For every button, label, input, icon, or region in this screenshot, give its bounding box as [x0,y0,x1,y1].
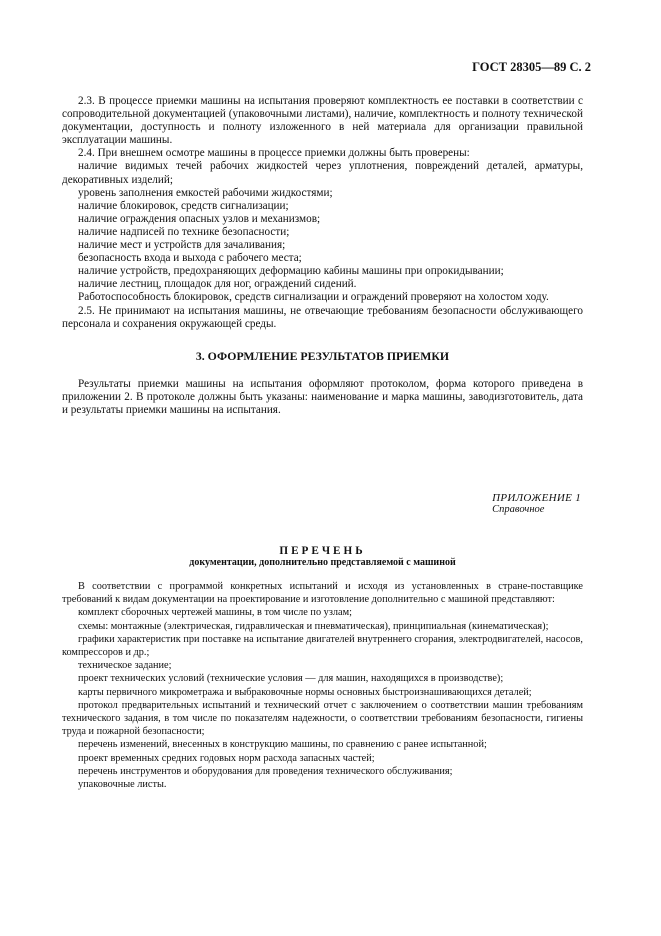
paragraph: наличие блокировок, средств сигнализации; [78,199,289,212]
section-2-body [62,95,583,331]
paragraph: перечень изменений, внесенных в конструкцию машины, по сравнению с ранее испытанной; [78,739,487,751]
paragraph: проект технических условий (технические условия — для машин, находящихся в производстве); [78,673,504,685]
appendix-body [62,580,583,791]
paragraph: 2.5. Не принимают на испытания машины, не отвечающие требованиям безопасности обслуживающего персонала и сохранения окружающей среды. [62,304,583,330]
paragraph: наличие надписей по технике безопасности; [78,225,290,238]
section-3-body [62,378,583,417]
paragraph: наличие видимых течей рабочих жидкостей через уплотнения, повреждений деталей, арматуры, декоративных изделий; [62,160,583,186]
perechen-heading [62,545,583,568]
paragraph: карты первичного микрометража и выбраковочные нормы основных быстроизнашивающихся деталей; [78,686,532,698]
paragraph: Работоспособность блокировок, средств сигнализации и ограждений проверяют на холостом ходу. [78,291,549,304]
paragraph: 2.3. В процессе приемки машины на испытания проверяют комплектность ее поставки в соответствии с сопроводительной документацией (упаковочными листами), наличие, комплектность и полноту технической документации, доступность и полноту изложенного в ней материала для организации правильной эксплуатации машины. [62,95,583,147]
paragraph: графики характеристик при поставке на испытание двигателей внутреннего сгорания, электродвигателей, насосов, компрессоров и др.; [62,633,583,659]
perechen-subtitle: документации, дополнительно представляемой с машиной [189,557,456,568]
appendix-title: ПРИЛОЖЕНИЕ 1 [492,492,581,504]
appendix-subtitle: Справочное [492,504,545,515]
paragraph: протокол предварительных испытаний и технический отчет с заключением о соответствии машин требованиям технического задания, в том числе по показателям надежности, о соответствии требованиям безопасности, гигиены труда и пожарной безопасности; [62,699,583,738]
paragraph: техническое задание; [78,660,172,672]
section-3-heading: 3. ОФОРМЛЕНИЕ РЕЗУЛЬТАТОВ ПРИЕМКИ [195,349,450,363]
paragraph: безопасность входа и выхода с рабочего места; [78,252,302,265]
paragraph: 2.4. При внешнем осмотре машины в процессе приемки должны быть проверены: [78,147,470,160]
paragraph: перечень инструментов и оборудования для проведения технического обслуживания; [78,765,453,777]
paragraph: Результаты приемки машины на испытания оформляют протоколом, форма которого приведена в приложении 2. В протоколе должны быть указаны: наименование и марка машины, заводизготовитель, дата и результаты приемки машины на испытания. [62,378,583,417]
appendix-label [492,492,581,515]
perechen-title: ПЕРЕЧЕНЬ [279,545,366,557]
paragraph: уровень заполнения емкостей рабочими жидкостями; [78,186,333,199]
paragraph: проект временных средних годовых норм расхода запасных частей; [78,752,375,764]
document-header: ГОСТ 28305—89 С. 2 [472,60,591,74]
paragraph: наличие устройств, предохраняющих деформацию кабины машины при опрокидывании; [78,265,504,278]
paragraph: наличие лестниц, площадок для ног, ограждений сидений. [78,278,357,291]
paragraph: упаковочные листы. [78,779,167,791]
paragraph: наличие ограждения опасных узлов и механизмов; [78,212,321,225]
paragraph: В соответствии с программой конкретных испытаний и исходя из установленных в стране-поставщике требований к видам документации на проектирование и изготовление дополнительно с машиной представляют: [62,581,583,606]
paragraph: наличие мест и устройств для зачаливания; [78,239,286,252]
paragraph: комплект сборочных чертежей машины, в том числе по узлам; [78,607,352,619]
paragraph: схемы: монтажные (электрическая, гидравлическая и пневматическая), принципиальная (кинематическая); [78,620,549,632]
